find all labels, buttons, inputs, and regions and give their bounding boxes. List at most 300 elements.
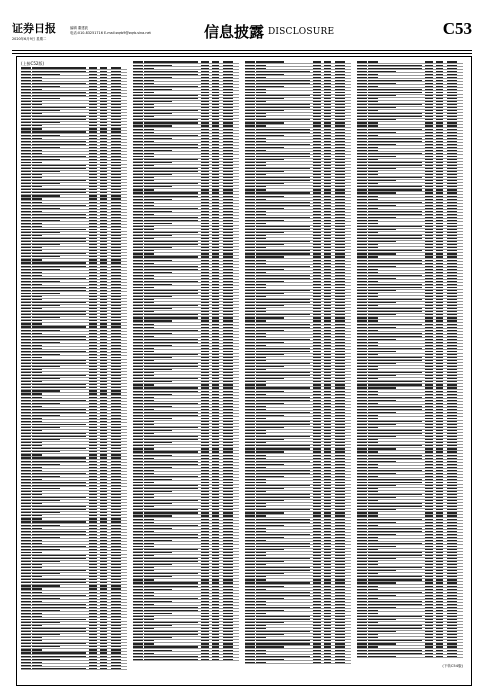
listing-cell: [436, 77, 443, 78]
listing-cell: [212, 351, 219, 352]
listing-cell: [223, 427, 233, 428]
listing-cell: [201, 186, 209, 187]
listing-cell: [32, 567, 42, 568]
listing-cell: [436, 439, 443, 440]
listing-cell: [100, 110, 107, 111]
listing-cell: [313, 281, 321, 282]
listing-cell: [89, 95, 97, 96]
listing-cell: [89, 646, 97, 647]
listing-cell: [223, 129, 233, 130]
listing-cell: [324, 378, 331, 379]
listing-cell: [324, 464, 331, 465]
listing-cell: [133, 546, 143, 547]
listing-cell: [212, 442, 219, 443]
listing-cell: [368, 119, 396, 120]
listing-cell: [324, 299, 331, 300]
listing-cell: [368, 202, 422, 203]
listing-cell: [313, 619, 321, 620]
listing-cell: [32, 183, 60, 184]
listing-column-1: [21, 61, 127, 683]
listing-cell: [111, 357, 121, 358]
listing-cell: [133, 439, 143, 440]
listing-cell: [223, 403, 233, 404]
listing-cell: [256, 260, 266, 261]
listing-cell: [357, 470, 367, 471]
listing-cell: [425, 119, 433, 120]
listing-cell: [357, 448, 367, 449]
listing-cell: [324, 467, 331, 468]
listing-cell: [111, 177, 121, 178]
listing-cell: [324, 208, 331, 209]
listing-cell: [212, 147, 219, 148]
listing-cell: [201, 579, 209, 580]
listing-cell: [223, 192, 233, 193]
listing-cell: [133, 400, 143, 401]
listing-cell: [447, 159, 457, 160]
listing-cell: [111, 418, 121, 419]
listing-cell: [313, 220, 321, 221]
listing-cell: [144, 263, 154, 264]
listing-cell: [357, 467, 367, 468]
listing-cell: [144, 558, 198, 559]
listing-cell: [201, 214, 209, 215]
listing-cell: [447, 256, 457, 257]
listing-cell: [436, 287, 443, 288]
listing-cell: [357, 214, 367, 215]
listing-cell: [212, 598, 219, 599]
listing-cell: [144, 537, 198, 538]
listing-cell: [223, 272, 233, 273]
listing-cell: [212, 427, 219, 428]
listing-cell: [201, 324, 209, 325]
listing-cell: [368, 567, 422, 568]
listing-cell: [245, 71, 255, 72]
listing-cell: [447, 122, 457, 123]
listing-cell: [425, 220, 433, 221]
listing-cell: [100, 439, 107, 440]
listing-cell: [447, 579, 457, 580]
listing-cell: [201, 287, 209, 288]
listing-cell: [100, 482, 107, 483]
listing-cell: [245, 68, 255, 69]
listing-cell: [212, 430, 219, 431]
listing-cell: [201, 305, 209, 306]
listing-cell: [21, 369, 31, 370]
listing-cell: [447, 589, 457, 590]
listing-cell: [201, 281, 209, 282]
listing-cell: [111, 564, 121, 565]
listing-cell: [201, 363, 209, 364]
listing-cell: [201, 71, 209, 72]
listing-cell: [111, 247, 121, 248]
listing-cell: [368, 302, 396, 303]
listing-cell: [436, 555, 443, 556]
listing-cell: [256, 153, 310, 154]
listing-cell: [324, 129, 331, 130]
listing-cell: [223, 86, 233, 87]
listing-cell: [335, 646, 345, 647]
listing-cell: [313, 324, 321, 325]
listing-cell: [223, 232, 233, 233]
listing-cell: [313, 455, 321, 456]
listing-cell: [447, 71, 457, 72]
listing-cell: [111, 180, 121, 181]
listing-cell: [313, 561, 321, 562]
listing-cell: [313, 616, 321, 617]
listing-cell: [357, 314, 367, 315]
listing-cell: [436, 415, 443, 416]
listing-cell: [368, 144, 396, 145]
listing-cell: [324, 412, 331, 413]
listing-cell: [133, 116, 143, 117]
listing-cell: [313, 260, 321, 261]
listing-cell: [313, 555, 321, 556]
listing-cell: [133, 372, 143, 373]
listing-cell: [425, 80, 433, 81]
listing-cell: [201, 269, 209, 270]
listing-cell: [256, 162, 266, 163]
listing-cell: [335, 122, 345, 123]
listing-cell: [447, 421, 457, 422]
listing-cell: [324, 281, 331, 282]
listing-cell: [32, 269, 60, 270]
listing-cell: [447, 534, 457, 535]
listing-cell: [335, 269, 345, 270]
listing-cell: [212, 235, 219, 236]
listing-cell: [313, 162, 321, 163]
listing-cell: [335, 509, 345, 510]
listing-cell: [245, 269, 255, 270]
listing-cell: [324, 235, 331, 236]
listing-cell: [324, 345, 331, 346]
listing-cell: [436, 320, 443, 321]
listing-cell: [335, 287, 345, 288]
listing-cell: [100, 488, 107, 489]
continued-from-note: (上接C52版): [21, 61, 45, 66]
listing-cell: [223, 412, 233, 413]
listing-cell: [335, 461, 345, 462]
listing-cell: [100, 464, 107, 465]
listing-cell: [89, 409, 97, 410]
listing-cell: [144, 491, 172, 492]
listing-cell: [324, 506, 331, 507]
listing-cell: [111, 275, 121, 276]
listing-cell: [357, 366, 367, 367]
listing-cell: [436, 269, 443, 270]
listing-cell: [21, 266, 31, 267]
listing-cell: [368, 205, 396, 206]
listing-cell: [111, 393, 121, 394]
listing-cell: [223, 458, 233, 459]
listing-cell: [32, 509, 86, 510]
listing-cell: [245, 372, 255, 373]
listing-cell: [324, 391, 331, 392]
listing-cell: [223, 650, 233, 651]
listing-cell: [133, 625, 143, 626]
listing-cell: [212, 266, 219, 267]
listing-cell: [100, 180, 107, 181]
listing-cell: [89, 320, 97, 321]
listing-cell: [32, 470, 42, 471]
listing-cell: [21, 89, 31, 90]
listing-cell: [313, 65, 321, 66]
listing-cell: [245, 132, 255, 133]
listing-cell: [144, 253, 154, 254]
listing-cell: [357, 293, 367, 294]
listing-cell: [335, 241, 345, 242]
listing-cell: [425, 272, 433, 273]
listing-cell: [201, 226, 209, 227]
listing-cell: [21, 223, 31, 224]
listing-cell: [357, 601, 367, 602]
listing-cell: [32, 415, 60, 416]
listing-cell: [357, 320, 367, 321]
listing-cell: [447, 147, 457, 148]
listing-cell: [245, 515, 255, 516]
listing-cell: [111, 537, 121, 538]
listing-cell: [357, 439, 367, 440]
listing-cell: [425, 141, 433, 142]
listing-cell: [21, 162, 31, 163]
listing-cell: [21, 211, 31, 212]
listing-cell: [447, 494, 457, 495]
listing-cell: [100, 570, 107, 571]
listing-cell: [133, 351, 143, 352]
listing-cell: [21, 576, 31, 577]
listing-cell: [368, 89, 422, 90]
listing-cell: [111, 397, 121, 398]
listing-cell: [201, 473, 209, 474]
listing-cell: [223, 71, 233, 72]
listing-cell: [223, 141, 233, 142]
listing-cell: [447, 162, 457, 163]
listing-cell: [256, 317, 284, 318]
listing-cell: [245, 220, 255, 221]
listing-cell: [256, 186, 266, 187]
listing-cell: [111, 421, 121, 422]
listing-cell: [436, 229, 443, 230]
editor-info: [70, 26, 151, 36]
listing-cell: [245, 375, 255, 376]
listing-cell: [436, 540, 443, 541]
listing-cell: [133, 522, 143, 523]
listing-cell: [335, 537, 345, 538]
listing-cell: [21, 153, 31, 154]
listing-cell: [436, 86, 443, 87]
listing-cell: [313, 86, 321, 87]
listing-cell: [212, 150, 219, 151]
listing-cell: [223, 119, 233, 120]
listing-cell: [245, 473, 255, 474]
listing-cell: [133, 299, 143, 300]
listing-cell: [111, 131, 121, 132]
listing-cell: [89, 284, 97, 285]
listing-cell: [100, 461, 107, 462]
listing-cell: [436, 125, 443, 126]
listing-cell: [201, 302, 209, 303]
listing-cell: [133, 540, 143, 541]
listing-cell: [111, 406, 121, 407]
listing-cell: [21, 637, 31, 638]
listing-cell: [21, 366, 31, 367]
listing-cell: [111, 384, 121, 385]
listing-cell: [313, 80, 321, 81]
listing-cell: [313, 430, 321, 431]
listing-cell: [357, 125, 367, 126]
listing-cell: [313, 378, 321, 379]
listing-cell: [245, 202, 255, 203]
listing-cell: [144, 519, 154, 520]
listing-cell: [144, 320, 172, 321]
listing-cell: [133, 263, 143, 264]
listing-cell: [425, 317, 433, 318]
listing-cell: [212, 345, 219, 346]
listing-cell: [212, 372, 219, 373]
listing-cell: [201, 153, 209, 154]
listing-cell: [133, 592, 143, 593]
listing-cell: [111, 287, 121, 288]
listing-cell: [313, 549, 321, 550]
listing-cell: [357, 369, 367, 370]
listing-cell: [425, 561, 433, 562]
listing-cell: [212, 104, 219, 105]
listing-cell: [89, 189, 97, 190]
listing-cell: [21, 287, 31, 288]
listing-cell: [447, 153, 457, 154]
listing-cell: [436, 552, 443, 553]
listing-cell: [245, 394, 255, 395]
listing-cell: [212, 512, 219, 513]
listing-cell: [368, 348, 422, 349]
listing-cell: [436, 101, 443, 102]
listing-cell: [447, 522, 457, 523]
listing-cell: [425, 180, 433, 181]
listing-cell: [144, 269, 198, 270]
listing-cell: [425, 171, 433, 172]
listing-cell: [111, 113, 121, 114]
listing-cell: [100, 299, 107, 300]
listing-cell: [223, 512, 233, 513]
listing-cell: [357, 375, 367, 376]
listing-cell: [436, 299, 443, 300]
listing-cell: [436, 582, 443, 583]
listing-cell: [245, 455, 255, 456]
listing-cell: [335, 470, 345, 471]
listing-cell: [368, 235, 422, 236]
listing-cell: [144, 628, 154, 629]
listing-cell: [223, 205, 233, 206]
listing-cell: [256, 302, 310, 303]
listing-cell: [335, 299, 345, 300]
listing-cell: [133, 506, 143, 507]
listing-cell: [256, 491, 266, 492]
listing-cell: [425, 397, 433, 398]
listing-cell: [133, 503, 143, 504]
listing-cell: [436, 135, 443, 136]
listing-cell: [436, 427, 443, 428]
listing-cell: [245, 284, 255, 285]
listing-cell: [447, 394, 457, 395]
listing-cell: [313, 232, 321, 233]
listing-cell: [436, 122, 443, 123]
listing-cell: [133, 317, 143, 318]
listing-cell: [245, 637, 255, 638]
listing-cell: [425, 613, 433, 614]
listing-cell: [335, 634, 345, 635]
listing-cell: [357, 92, 367, 93]
listing-cell: [245, 83, 255, 84]
listing-cell: [89, 585, 97, 586]
listing-cell: [21, 357, 31, 358]
listing-cell: [100, 659, 107, 660]
listing-cell: [133, 451, 143, 452]
listing-cell: [32, 512, 60, 513]
listing-cell: [357, 263, 367, 264]
listing-cell: [32, 311, 86, 312]
listing-cell: [111, 659, 121, 660]
listing-cell: [89, 451, 97, 452]
listing-cell: [368, 107, 396, 108]
listing-cell: [100, 512, 107, 513]
listing-cell: [223, 357, 233, 358]
listing-cell: [201, 311, 209, 312]
listing-cell: [335, 546, 345, 547]
listing-cell: [436, 378, 443, 379]
listing-cell: [436, 129, 443, 130]
listing-cell: [133, 98, 143, 99]
listing-cell: [89, 643, 97, 644]
listing-cell: [89, 509, 97, 510]
listing-cell: [212, 494, 219, 495]
listing-cell: [32, 98, 60, 99]
listing-cell: [21, 390, 31, 391]
listing-cell: [436, 455, 443, 456]
listing-cell: [335, 458, 345, 459]
listing-cell: [357, 543, 367, 544]
listing-cell: [313, 110, 321, 111]
listing-cell: [245, 421, 255, 422]
listing-cell: [335, 494, 345, 495]
listing-cell: [144, 525, 198, 526]
listing-cell: [256, 129, 310, 130]
listing-cell: [223, 284, 233, 285]
listing-cell: [21, 122, 31, 123]
listing-cell: [201, 448, 209, 449]
listing-cell: [425, 217, 433, 218]
listing-cell: [436, 241, 443, 242]
listing-cell: [324, 430, 331, 431]
listing-cell: [144, 448, 154, 449]
listing-cell: [313, 253, 321, 254]
listing-cell: [133, 107, 143, 108]
listing-cell: [133, 80, 143, 81]
listing-cell: [256, 266, 310, 267]
listing-cell: [32, 418, 42, 419]
listing-cell: [425, 235, 433, 236]
listing-cell: [144, 141, 154, 142]
listing-cell: [245, 101, 255, 102]
listing-cell: [21, 333, 31, 334]
listing-cell: [436, 640, 443, 641]
listing-cell: [368, 138, 422, 139]
listing-cell: [313, 348, 321, 349]
listing-cell: [111, 390, 121, 391]
listing-cell: [32, 247, 42, 248]
listing-cell: [201, 144, 209, 145]
listing-cell: [144, 616, 154, 617]
listing-cell: [212, 314, 219, 315]
listing-cell: [21, 104, 31, 105]
